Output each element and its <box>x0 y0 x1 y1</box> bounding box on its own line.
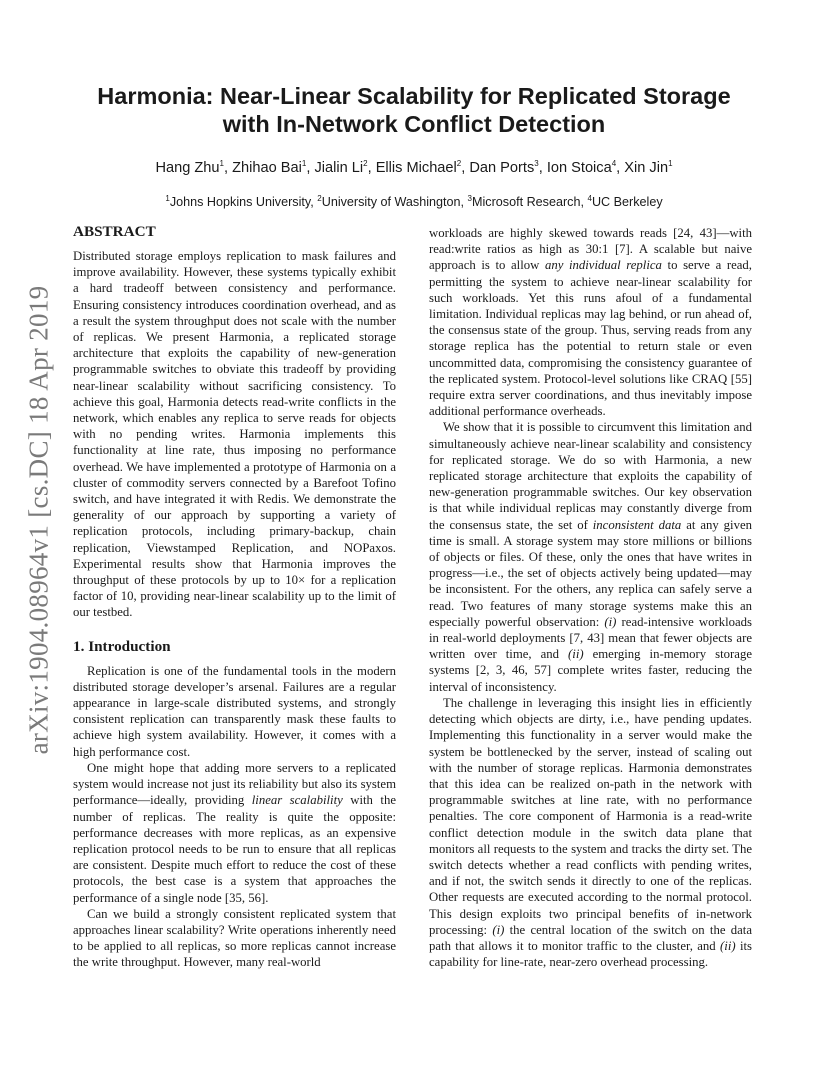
intro-paragraph-2: One might hope that adding more servers to a replicated system would increase not just its reliability but also its system performance—ideally, providing linear scalability with the number of replicas. The reality is quite the opposite: performance decreases with more replicas, as an expensive replication protocol needs to be run to ensure that all replicas are consistent. Despite much effort to reduce the cost of these protocols, the best case is a system that approaches the performance of a single node [35, 56]. <box>73 760 396 905</box>
affiliation: $^4$UC Berkeley <box>587 193 663 209</box>
author: Ellis Michael$^2$ <box>375 159 462 176</box>
author: Xin Jin$^1$ <box>624 159 673 176</box>
emphasis: linear scalability <box>251 793 343 808</box>
list-marker: (i) <box>492 922 505 937</box>
affiliation: $^2$University of Washington <box>317 193 461 209</box>
emphasis: inconsistent data <box>592 517 682 532</box>
affiliation: $^1$Johns Hopkins University <box>165 193 311 209</box>
author: Ion Stoica$^4$ <box>546 159 617 176</box>
author: Zhihao Bai$^1$ <box>232 159 307 176</box>
right-column <box>429 225 752 970</box>
intro-paragraph-3: Can we build a strongly consistent replicated system that approaches linear scalability? Write operations inherently need to be applied to all replicas, so more replicas cannot increase the write throughput. However, many real-world <box>73 906 396 970</box>
section-heading-introduction: 1. Introduction <box>73 637 171 655</box>
author-list: Hang Zhu$^1$, Zhihao Bai$^1$, Jialin Li$^2$, Ellis Michael$^2$, Dan Ports$^3$, Ion Stoica$^4$, Xin Jin$^1$ <box>155 159 673 176</box>
abstract-heading: ABSTRACT <box>73 223 156 240</box>
list-marker: (ii) <box>720 938 736 953</box>
title-line-2: with In-Network Conflict Detection <box>222 111 606 137</box>
author: Jialin Li$^2$ <box>314 159 368 176</box>
arxiv-sidebar-stamp <box>22 280 56 760</box>
abstract-paragraph: Distributed storage employs replication to mask failures and improve availability. However, these systems typically exhibit a hard tradeoff between consistency and performance. Ensuring consistency introduces coordination overhead, and as a result the system throughput does not scale with the number of replicas. We present Harmonia, a replicated storage architecture that exploits the capability of new-generation programmable switches to obviate this tradeoff by providing near-linear scalability without sacrificing consistency. To achieve this goal, Harmonia detects read-write conflicts in the network, which enables any replica to serve reads for objects with no pending writes. Harmonia implements this functionality at line rate, thus imposing no performance overhead. We have implemented a prototype of Harmonia on a cluster of commodity servers connected by a Barefoot Tofino switch, and have integrated it with Redis. We demonstrate the generality of our approach by supporting a variety of replication protocols, including primary-backup, chain replication, Viewstamped Replication, and NOPaxos. Experimental results show that Harmonia improves the throughput of these protocols by up to 10× for a replication factor of 10, providing near-linear scalability up to the limit of our testbed. <box>73 249 396 620</box>
arxiv-identifier: arXiv:1904.08964v1 [cs.DC] 18 Apr 2019 <box>23 285 54 755</box>
title-line-1: Harmonia: Near-Linear Scalability for Replicated Storage <box>97 83 731 109</box>
emphasis: any individual replica <box>544 258 662 273</box>
affiliation-list: $^1$Johns Hopkins University, $^2$University of Washington, $^3$Microsoft Research, $^4$UC Berkeley <box>165 193 663 209</box>
intro-paragraph-4: We show that it is possible to circumvent this limitation and simultaneously achieve near-linear scalability and consistency for replicated storage. We do so with Harmonia, a new replicated storage architecture that exploits the capability of new-generation programmable switches. Our key observation is that while individual replicas may constantly diverge from the consensus state, the set of inconsistent data at any given time is small. A storage system may store millions or billions of objects or files. Of these, only the ones that have writes in progress—i.e., the set of objects actively being updated—may be inconsistent. For the others, any replica can safely serve a read. Two features of many storage systems make this an especially powerful observation: (i) read-intensive workloads in real-world deployments [7, 43] mean that fewer objects are written over time, and (ii) emerging in-memory storage systems [2, 3, 46, 57] complete writes faster, reducing the interval of inconsistency. <box>429 420 753 694</box>
intro-paragraph-3-continued: workloads are highly skewed towards reads [24, 43]—with read:write ratios as high as 30:1 [7]. A scalable but naive approach is to allow any individual replica to serve a read, permitting the system to achieve near-linear scalability for such workloads. Yet this runs afoul of a fundamental limitation. Individual replicas may lag behind, or run ahead of, the consensus state of the group. Thus, serving reads from any storage replica has the potential to return stale or even uncommitted data, compromising the consistency guarantee of the replicated system. Protocol-level solutions like CRAQ [55] require extra server coordinations, and thus inevitably impose additional performance overheads. <box>429 226 752 419</box>
intro-paragraph-5: The challenge in leveraging this insight lies in efficiently detecting which objects are dirty, i.e., have pending updates. Implementing this functionality in a server would make the system be bottlenecked by the server, instead of scaling out with the number of storage replicas. Harmonia demonstrates that this idea can be realized on-path in the network with programmable switches at line rate, with no performance penalties. The core component of Harmonia is a read-write conflict detection module in the switch data plane that monitors all requests to the system and tracks the dirty set. The switch detects whether a read conflicts with pending writes, and if not, the switch sends it directly to one of the replicas. Other requests are executed according to the normal protocol. This design exploits two principal benefits of in-network processing: (i) the central location of the switch on the data path that allows it to monitor traffic to the cluster, and (ii) its capability for line-rate, near-zero overhead processing. <box>429 695 753 970</box>
author: Hang Zhu$^1$ <box>155 159 224 176</box>
affiliation: $^3$Microsoft Research <box>467 193 581 209</box>
paper-title <box>60 82 768 138</box>
intro-paragraph-1: Replication is one of the fundamental tools in the modern distributed storage developer’s arsenal. Failures are a regular appearance in large-scale distributed systems, and strongly consistent replication can transparently mask these faults to achieve high system availability. However, it comes with a high performance cost. <box>73 663 396 759</box>
list-marker: (i) <box>604 614 617 629</box>
author: Dan Ports$^3$ <box>469 159 539 176</box>
list-marker: (ii) <box>568 647 584 662</box>
left-column <box>73 222 396 971</box>
